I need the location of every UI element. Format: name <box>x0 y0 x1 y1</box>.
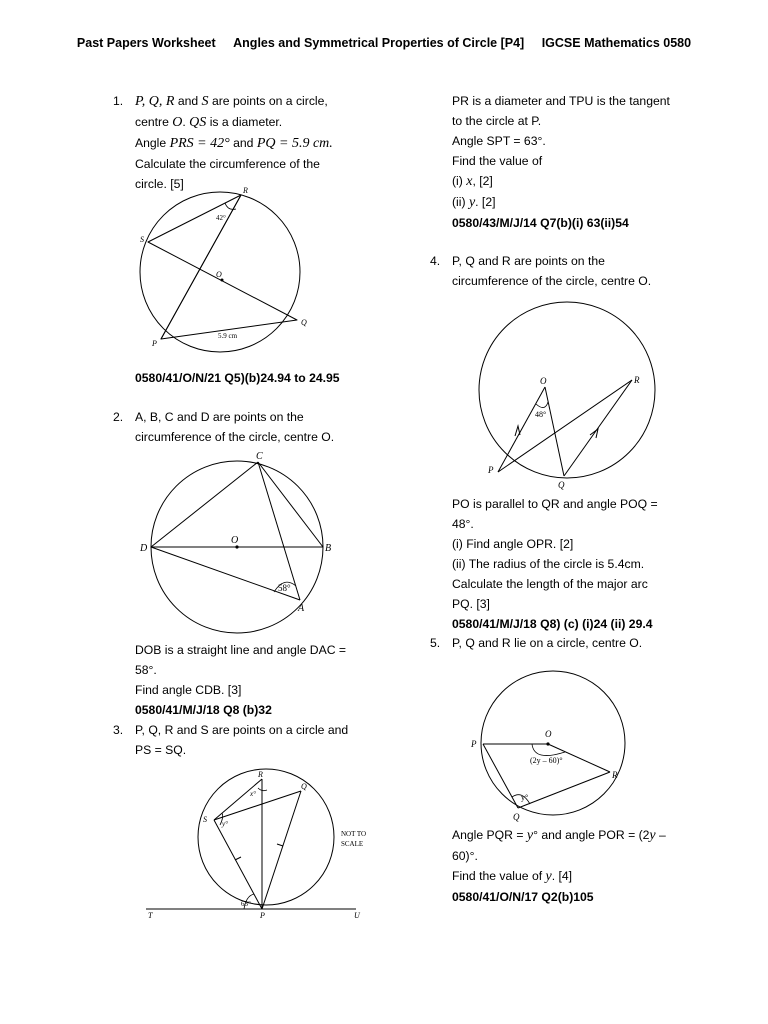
q4-text-2: 48°. <box>452 517 474 531</box>
question-1 <box>113 91 375 194</box>
q1-circle-diagram <box>130 186 330 360</box>
q3-label-q: Q <box>301 782 307 791</box>
q5-label-o: O <box>545 729 552 739</box>
question-5 <box>430 633 712 653</box>
q3-label-u: U <box>354 911 360 920</box>
question-2 <box>113 407 385 447</box>
q2-line-2: circumference of the circle, centre O. <box>135 430 335 444</box>
q5-angle-q: y° <box>521 793 529 802</box>
q5-label-q: Q <box>513 812 520 822</box>
q1-reference: 0580/41/O/N/21 Q5)(b)24.94 to 24.95 <box>135 371 340 385</box>
header-title: Past Papers Worksheet <box>76 36 216 50</box>
q2-label-o: O <box>231 535 239 546</box>
q2-label-c: C <box>256 451 263 462</box>
q1-label-q: Q <box>301 318 307 327</box>
q1-line-3: Angle PRS = 42° and PQ = 5.9 cm. <box>135 136 333 151</box>
q1-angle-label: 42° <box>216 214 226 222</box>
q2-label-a: A <box>298 603 305 614</box>
question-4 <box>430 251 712 291</box>
q1-line-5: circle. [5] <box>135 177 184 191</box>
q1-line-2: centre O. QS is a diameter. <box>135 115 283 130</box>
q1-label-s: S <box>140 235 144 244</box>
q3-not-to-scale-2: SCALE <box>341 840 364 848</box>
question-3-continued <box>452 91 732 233</box>
q4-label-o: O <box>540 376 547 386</box>
q3-angle-63: 63° <box>241 900 251 908</box>
q3-cont-2: to the circle at P. <box>452 114 542 128</box>
q1-label-p: P <box>152 339 157 348</box>
q4-label-p: P <box>488 465 494 475</box>
q1-label-o: O <box>216 270 222 279</box>
q3-label-t: T <box>148 911 153 920</box>
q5-text-3: Find the value of y. [4] <box>452 869 573 884</box>
question-2-body <box>135 640 395 720</box>
q1-side-label: 5.9 cm <box>218 332 238 340</box>
q2-label-b: B <box>325 543 332 554</box>
q3-angle-x: x° <box>250 790 256 798</box>
q3-label-r: R <box>258 770 263 779</box>
q3-reference: 0580/43/M/J/14 Q7(b)(i) 63(ii)54 <box>452 216 629 230</box>
q4-angle-label: 48° <box>535 410 547 419</box>
q4-line-1: P, Q and R are points on the <box>452 254 605 268</box>
q2-text-2: 58°. <box>135 663 157 677</box>
q3-circle-diagram <box>140 768 380 928</box>
q3-angle-y: y° <box>222 820 228 828</box>
question-number: 5. <box>430 636 441 650</box>
q5-label-r: R <box>612 770 618 780</box>
q3-label-p: P <box>260 911 265 920</box>
q4-text-5: Calculate the length of the major arc <box>452 577 648 591</box>
q3-part-i: (i) x, [2] <box>452 174 493 189</box>
q5-label-p: P <box>471 739 477 749</box>
q1-line-4: Calculate the circumference of the <box>135 157 320 171</box>
q3-cont-3: Angle SPT = 63°. <box>452 134 546 148</box>
q4-circle-diagram <box>478 296 678 491</box>
q4-line-2: circumference of the circle, centre O. <box>452 274 652 288</box>
q1-line-1: P, Q, R and S are points on a circle, <box>135 94 328 109</box>
question-5-body <box>452 825 722 907</box>
q3-not-to-scale-1: NOT TO <box>341 830 367 838</box>
q5-circle-diagram <box>468 670 658 820</box>
question-number: 3. <box>113 723 124 737</box>
q3-line-2: PS = SQ. <box>135 743 187 757</box>
q3-line-1: P, Q, R and S are points on a circle and <box>135 723 349 737</box>
header-topic: Angles and Symmetrical Properties of Circle [P4] <box>233 36 525 50</box>
q3-cont-1: PR is a diameter and TPU is the tangent <box>452 94 670 108</box>
q5-text-1: Angle PQR = y° and angle POR = (2y – <box>452 828 666 843</box>
q5-angle-o: (2y – 60)° <box>530 756 563 765</box>
q5-text-2: 60)°. <box>452 849 478 863</box>
q3-label-s: S <box>203 815 207 824</box>
q4-text-1: PO is parallel to QR and angle POQ = <box>452 497 658 511</box>
question-number: 1. <box>113 94 124 108</box>
q2-line-1: A, B, C and D are points on the <box>135 410 304 424</box>
question-number: 4. <box>430 254 441 268</box>
q1-label-r: R <box>243 186 248 195</box>
q2-text-1: DOB is a straight line and angle DAC = <box>135 643 347 657</box>
q4-text-6: PQ. [3] <box>452 597 490 611</box>
q4-text-3: (i) Find angle OPR. [2] <box>452 537 574 551</box>
q4-text-4: (ii) The radius of the circle is 5.4cm. <box>452 557 645 571</box>
question-4-body <box>452 494 712 634</box>
question-3 <box>113 720 395 760</box>
q2-text-3: Find angle CDB. [3] <box>135 683 242 697</box>
header-course: IGCSE Mathematics 0580 <box>541 36 692 50</box>
q5-reference: 0580/41/O/N/17 Q2(b)105 <box>452 890 594 904</box>
q4-label-r: R <box>634 375 640 385</box>
q3-part-ii: (ii) y. [2] <box>452 195 496 210</box>
q2-reference: 0580/41/M/J/18 Q8 (b)32 <box>135 703 272 717</box>
q4-label-q: Q <box>558 480 565 490</box>
worksheet-header <box>0 36 768 50</box>
q5-line-1: P, Q and R lie on a circle, centre O. <box>452 636 643 650</box>
q2-angle-label: 58° <box>278 583 291 593</box>
q2-circle-diagram <box>138 448 358 618</box>
q2-label-d: D <box>140 543 148 554</box>
q4-reference: 0580/41/M/J/18 Q8) (c) (i)24 (ii) 29.4 <box>452 617 653 631</box>
q3-cont-4: Find the value of <box>452 154 543 168</box>
question-number: 2. <box>113 410 124 424</box>
